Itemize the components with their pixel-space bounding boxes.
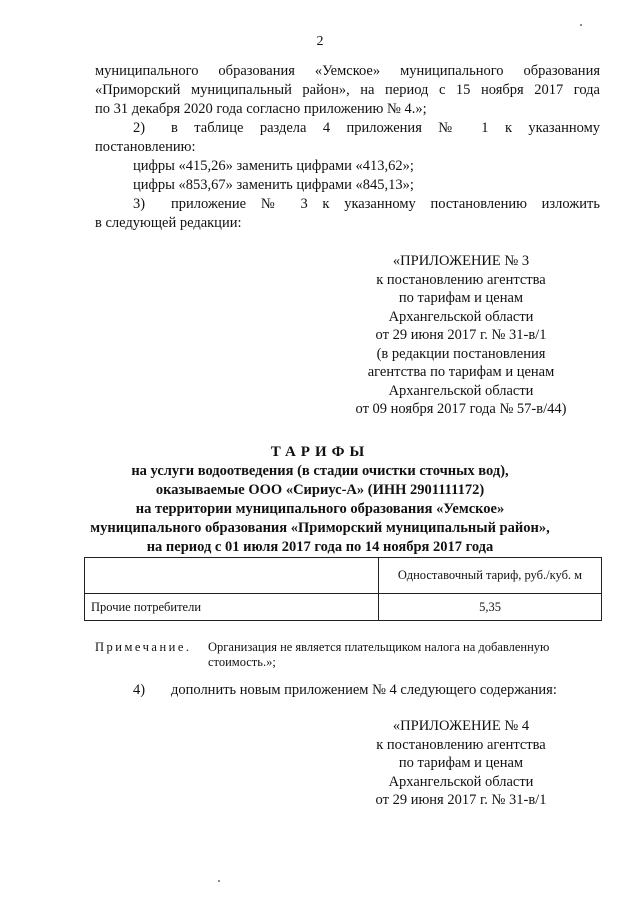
item2-number: 2) (133, 120, 146, 136)
item2-sub-1: цифры «415,26» заменить цифрами «413,62»; (133, 158, 414, 174)
appendix-3-line: от 29 июня 2017 г. № 31-в/1 (375, 327, 547, 343)
tariff-title-line: на территории муниципального образования «Уемское» (135, 501, 505, 517)
tariff-title-line: муниципального образования «Приморский муниципальный район», (90, 520, 550, 536)
tariff-title-line: на период с 01 июля 2017 года по 14 ноября 2017 года (146, 539, 494, 555)
appendix-4-line: к постановлению агентства (376, 736, 546, 753)
appendix-4-line: по тарифам и ценам (398, 755, 524, 771)
tariff-title-line: на услуги водоотведения (в стадии очистки сточных вод), (131, 463, 509, 479)
appendix-3-line: агентства по тарифам и ценам (367, 364, 555, 380)
page-number: 2 (316, 34, 324, 49)
item2-sub-2: цифры «853,67» заменить цифрами «845,13»; (133, 177, 414, 193)
item3-number: 3) (133, 196, 146, 212)
appendix-3-block (345, 252, 577, 419)
appendix-3-line: по тарифам и ценам (398, 290, 524, 306)
tariff-title-line: оказываемые ООО «Сириус-А» (ИНН 2901111172) (155, 482, 485, 498)
intro-line-2: «Приморский муниципальный район», на период с 15 ноября 2017 года (95, 82, 600, 98)
tariff-heading: ТАРИФЫ (270, 444, 370, 460)
item2-line-2: постановлению: (95, 139, 196, 155)
table-header-cell: Одноставочный тариф, руб./куб. м (379, 558, 602, 594)
item3-line-2: в следующей редакции: (95, 215, 242, 231)
item2-line-1: в таблице раздела 4 приложения № 1 к указанному (171, 120, 600, 136)
note-text: Организация не является плательщиком налога на добавленную стоимость.»; (208, 640, 550, 669)
appendix-4-block (345, 717, 577, 810)
appendix-3-line: от 09 ноября 2017 года № 57-в/44) (355, 401, 567, 417)
note (95, 640, 575, 670)
appendix-3-line: Архангельской области (388, 382, 534, 399)
appendix-3-line: к постановлению агентства (376, 271, 546, 288)
appendix-4-line: Архангельской области (388, 773, 534, 790)
table-cell-consumer: Прочие потребители (85, 594, 379, 621)
table-header-row (85, 558, 602, 594)
appendix-3-line: «ПРИЛОЖЕНИЕ № 3 (392, 253, 530, 269)
item4-text: дополнить новым приложением № 4 следующего содержания: (171, 682, 557, 698)
note-label: Примечание. (95, 640, 192, 654)
scan-speck (580, 24, 582, 26)
appendix-4-line: «ПРИЛОЖЕНИЕ № 4 (392, 718, 530, 734)
scan-speck (218, 880, 220, 882)
appendix-3-line: (в редакции постановления (376, 345, 546, 362)
intro-line-1: муниципального образования «Уемское» муниципального образования (95, 63, 600, 79)
tariff-title (80, 443, 560, 557)
appendix-4-line: от 29 июня 2017 г. № 31-в/1 (375, 792, 547, 808)
table-header-cell (85, 558, 379, 594)
item3-line-1: приложение № 3 к указанному постановлению изложить (171, 196, 600, 212)
table-row (85, 594, 602, 621)
intro-line-3: по 31 декабря 2020 года согласно приложению № 4.»; (95, 101, 427, 117)
table-cell-tariff: 5,35 (379, 594, 602, 621)
appendix-3-line: Архангельской области (388, 308, 534, 325)
tariff-table (84, 557, 602, 621)
item4-number: 4) (133, 682, 146, 698)
